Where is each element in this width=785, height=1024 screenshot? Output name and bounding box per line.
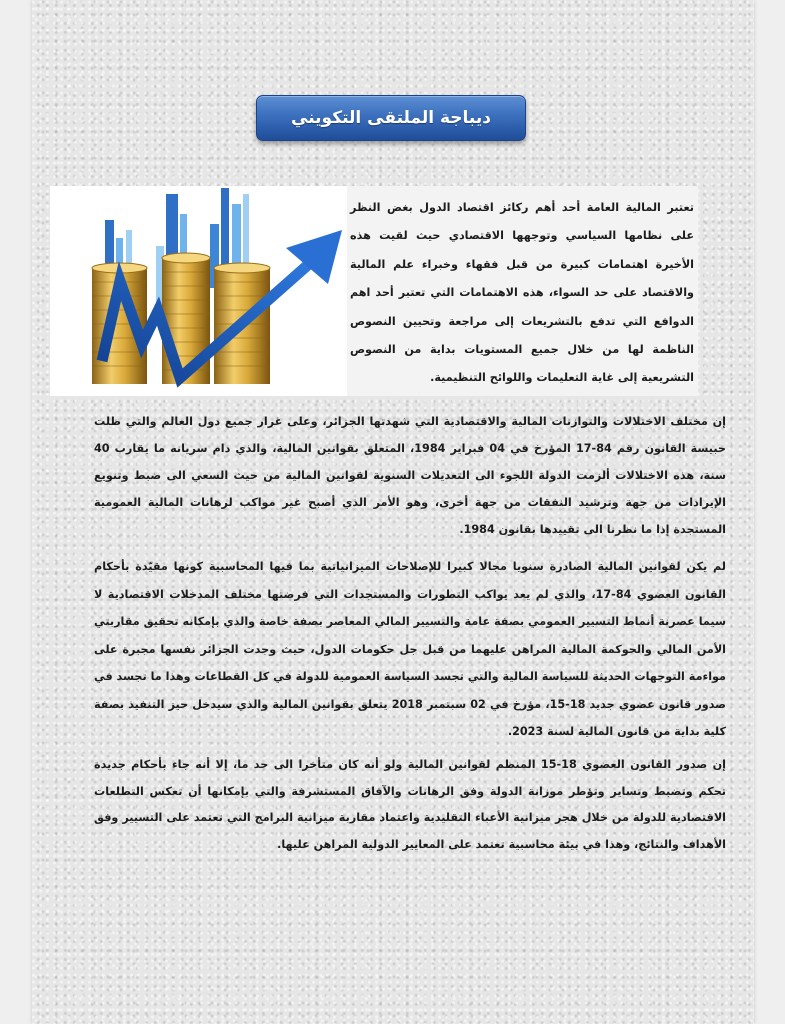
document-page: [32, 0, 754, 1024]
page-title: [256, 95, 526, 141]
page-title-text: ديباجة الملتقى التكويني: [291, 108, 491, 128]
finance-growth-chart-icon: [50, 186, 347, 396]
paragraph-2: لم يكن لقوانين المالية الصادرة سنويا مجالا كبيرا للإصلاحات الميزانياتية بما فيها المحاسبية كونها مقيّدة بأحكام القانون العضوي 84-17، والذي لم يعد يواكب التطورات والمستجدات التي فرضتها مختلف المدخلات الاقتصادية لا سيما عصرنة أنماط التسيير العمومي بصفة عامة والتسيير المالي المعاصر بصفة خاصة والذي بإمكانه تحقيق مقاربتي الأمن المالي والحوكمة المالية المراهن عليهما من قبل جل حكومات الدول، حيث وجدت الجزائر نفسها مجبرة على مواءمة التوجهات الحديثة للسياسة المالية والتي تجسد السياسة العمومية للدولة في كل القطاعات وهذا ما تجسد في صدور قانون عضوي جديد 18-15، مؤرخ في 02 سبتمبر 2018 يتعلق بقوانين المالية والذي سيدخل حيز التنفيذ بصفة كلية بداية من قانون المالية لسنة 2023.: [94, 560, 727, 738]
finance-growth-illustration: [50, 186, 347, 396]
paragraph-3: إن صدور القانون العضوي 18-15 المنظم لقوانين المالية ولو أنه كان متأخرا الى حد ما، إلا أنه جاء بأحكام جديدة تحكم وتضبط وتساير وتؤطر موزانة الدولة وفق الرهانات والآفاق المستشرفة والتي بإمكانها أن تعكس التطلعات الاقتصادية للدولة من خلال هجر ميزانية الأعباء التقليدية واعتماد مقاربة ميزانية البرامج التي تعتمد على التسيير وفق الأهداف والنتائج، وهذا في بيئة محاسبية تعتمد على المعايير الدولية المراهن عليها.: [94, 758, 727, 851]
intro-section: [50, 186, 698, 396]
paragraph-1: إن مختلف الاختلالات والتوازنات المالية والاقتصادية التي شهدتها الجزائر، وعلى غرار جميع دول العالم والتي ظلت حبيسة القانون رقم 84-17 المؤرخ في 04 فبراير 1984، المتعلق بقوانين المالية، والذي دام سريانه ما يقارب 40 سنة، هذه الاختلالات ألزمت الدولة اللجوء الى التعديلات السنوية لقوانين المالية من حيث السعي الى ضبط وتنويع الإيرادات من جهة وترشيد النفقات من جهة أخرى، وهو الأمر الذي أصبح غير مواكب لرهانات المالية العمومية المستجدة إذا ما نظرنا الى تقييدها بقانون 1984.: [94, 415, 726, 536]
intro-paragraph: تعتبر المالية العامة أحد أهم ركائز اقتصاد الدول بغض النظر على نظامها السياسي وتوجهها الاقتصادي حيث لقيت هذه الأخيرة اهتمامات كبيرة من قبل فقهاء وخبراء علم المالية والاقتصاد على حد السواء، هذه الاهتمامات التي تعتبر أحد اهم الدوافع التي تدفع بالتشريعات إلى مراجعة وتحيين النصوص الناظمة لها من خلال جميع المستويات بداية من النصوص التشريعية إلى غاية التعليمات واللوائح التنظيمية.: [350, 201, 694, 385]
